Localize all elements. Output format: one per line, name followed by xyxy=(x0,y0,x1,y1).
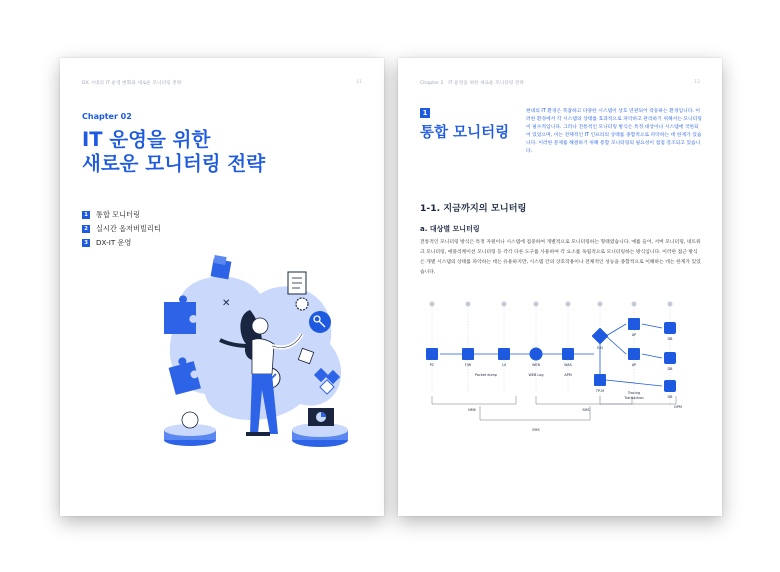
node-label: AP xyxy=(631,333,637,337)
label-packet-dump: Packet dump xyxy=(475,373,497,377)
db-node xyxy=(664,352,676,364)
right-page xyxy=(398,58,722,516)
page-number: 12 xyxy=(694,80,700,85)
toc-label: 실시간 옵저버빌리티 xyxy=(96,224,161,233)
node-label: EAI xyxy=(597,346,603,350)
label-apm: APM xyxy=(564,373,572,377)
node-label: WEB xyxy=(532,363,540,367)
label-sms: SMS xyxy=(582,408,590,412)
web-node xyxy=(530,348,543,361)
cube-icon xyxy=(211,255,232,279)
db-node xyxy=(664,322,676,334)
label-nms: NMS xyxy=(468,408,476,412)
page-number: 11 xyxy=(356,80,362,85)
running-head xyxy=(420,80,524,86)
body-paragraph: 전통적인 모니터링 방식은 특정 자원이나 시스템에 집중하여 개별적으로 모니터링하는 형태였습니다. 예를 들어, 서버 모니터링, 네트워크 모니터링, 애플리케이션 모니터링 등 각각 다른 도구를 사용하여 각 요소를 독립적으로 모니터링하는 방식입니다. 이러한 접근 방식은 개별 시스템의 상태를 파악하는 데는 유용하지만, 시스템 간의 상호작용이나 전체적인 성능을 종합적으로 이해하는 데는 한계가 있었습니다. xyxy=(420,240,701,275)
label-web-log: WEB Log xyxy=(528,373,544,377)
section-number: 1 xyxy=(420,108,430,118)
subsection-title: 1-1. 지금까지의 모니터링 xyxy=(420,203,527,214)
section-title: 통합 모니터링 xyxy=(420,125,510,141)
l4-node xyxy=(498,348,510,360)
node-label: DB xyxy=(667,367,673,371)
label-tracing: Tracing xyxy=(627,391,641,395)
table-of-contents xyxy=(82,208,161,250)
monitoring-diagram xyxy=(420,296,702,446)
toc-item xyxy=(82,208,161,222)
toc-item xyxy=(82,236,161,250)
running-head: DX 시대의 IT 운영 변화와 새로운 모니터링 전략 xyxy=(82,81,182,86)
node-label: AP xyxy=(631,363,637,367)
ap-node xyxy=(628,348,640,360)
running-head-chapter: Chapter 2 xyxy=(420,81,444,86)
toc-number: 3 xyxy=(82,239,90,247)
ap-node xyxy=(628,318,640,330)
key-icon xyxy=(309,311,331,333)
subsubsection-title: a. 대상별 모니터링 xyxy=(420,225,480,233)
pc-node xyxy=(426,348,438,360)
node-label: L4 xyxy=(501,363,507,367)
toc-item xyxy=(82,222,161,236)
node-label: WAS xyxy=(564,363,572,367)
was-node xyxy=(562,348,574,360)
gear-icon xyxy=(296,298,308,310)
laptop-icon xyxy=(292,408,348,447)
toc-number: 1 xyxy=(82,211,90,219)
label-ems: EMS xyxy=(532,428,540,432)
node-label: DB xyxy=(667,395,673,399)
node-label: PC xyxy=(429,363,435,367)
eai-node xyxy=(592,328,609,345)
toc-number: 2 xyxy=(82,225,90,233)
chapter-illustration xyxy=(150,254,360,474)
chapter-label: Chapter 02 xyxy=(82,112,132,121)
pedestal-icon xyxy=(164,412,216,446)
cross-icon: ✕ xyxy=(222,298,231,309)
firewall-node xyxy=(462,348,474,360)
node-label: TP-M xyxy=(595,389,605,393)
toc-label: DX-IT 운영 xyxy=(96,238,132,247)
label-dpm: DPM xyxy=(674,405,682,409)
left-page xyxy=(60,58,384,516)
chapter-title: IT 운영을 위한 새로운 모니터링 전략 xyxy=(82,128,266,175)
tpm-node xyxy=(594,374,606,386)
node-label: DB xyxy=(667,337,673,341)
document-icon xyxy=(288,272,306,294)
db-node xyxy=(664,380,676,392)
running-head-title: IT 운영을 위한 새로운 모니터링 전략 xyxy=(448,81,525,86)
section-intro: 현대의 IT 환경은 복잡하고 다양한 시스템이 상호 연관되어 작동하는 환경입니다. 이러한 환경에서 각 시스템의 상태를 효과적으로 파악하고 관리하기 위해서는 모니터링이 필수적입니다. 그러나 전통적인 모니터링 방식은 특정 대상이나 시스템에 국한되어 있었으며, 이는 전체적인 IT 인프라의 상태를 종합적으로 파악하는 데 한계가 있습니다. 이러한 문제를 해결하기 위해 통합 모니터링의 필요성이 점점 강조되고 있습니다. xyxy=(526,109,702,154)
toc-label: 통합 모니터링 xyxy=(96,210,140,219)
label-transaction: Transaction xyxy=(624,396,644,400)
node-label: F/W xyxy=(464,363,472,367)
